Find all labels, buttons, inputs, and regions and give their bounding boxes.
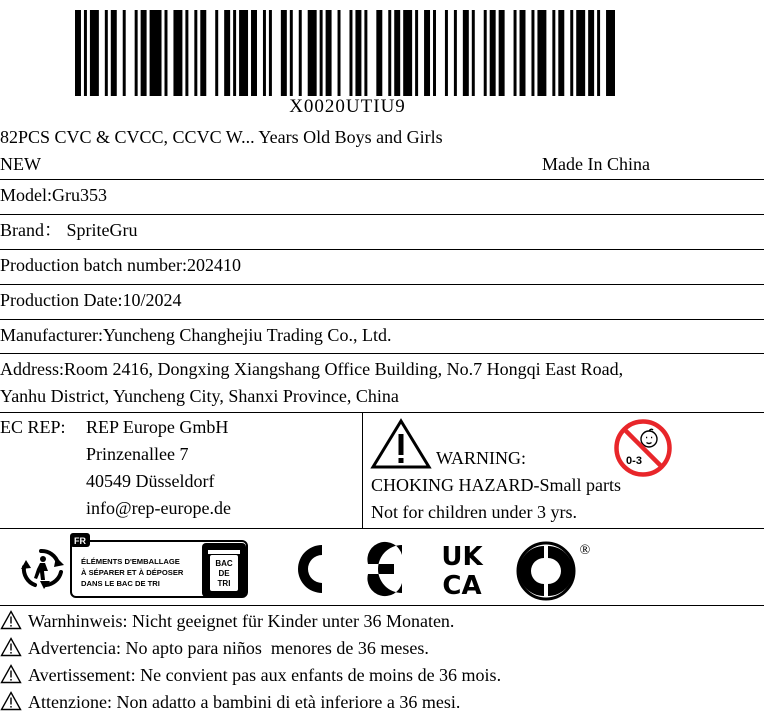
green-dot-icon (515, 538, 595, 602)
barcode-bar (141, 10, 147, 96)
barcode-bar (558, 10, 564, 96)
barcode-bar (299, 10, 302, 96)
barcode-bar (472, 10, 475, 96)
warning-line-2: Not for children under 3 yrs. (371, 502, 577, 522)
barcode-bar (552, 10, 555, 96)
barcode-bar (194, 10, 197, 96)
barcode-bar (263, 10, 266, 96)
warning-it: Attenzione: Non adatto a bambini di età inferiore a 36 mesi. (0, 690, 460, 714)
barcode-bar (320, 10, 323, 96)
barcode-bar (239, 10, 248, 96)
warning-fr: Avertissement: Ne convient pas aux enfants de moins de 36 mois. (0, 663, 501, 687)
barcode-bar (200, 10, 206, 96)
barcode-bar (588, 10, 594, 96)
warning-title: WARNING: (436, 448, 526, 468)
barcode-bar (597, 10, 600, 96)
barcode-bar (224, 10, 230, 96)
barcode-bar (499, 10, 505, 96)
barcode-bar (606, 10, 615, 96)
barcode-bar (514, 10, 517, 96)
divider (0, 284, 764, 285)
barcode-bar (338, 10, 341, 96)
barcode-bar (355, 10, 361, 96)
barcode-bar (490, 10, 496, 96)
divider (362, 412, 363, 528)
sorting-bin-icon (202, 543, 246, 597)
caution-icon (0, 610, 22, 630)
barcode-bar (576, 10, 585, 96)
warning-triangle-icon (370, 418, 432, 470)
barcode-bar (424, 10, 430, 96)
product-title: 82PCS CVC & CVCC, CCVC W... Years Old Boys and Girls (0, 127, 443, 147)
barcode-bar (349, 10, 352, 96)
triman-info-panel (70, 533, 250, 599)
barcode-bar (165, 10, 168, 96)
address-line-2: Yanhu District, Yuncheng City, Shanxi Province, China (0, 386, 399, 406)
barcode-bar (84, 10, 87, 96)
brand-field: Brand： SpriteGru (0, 220, 138, 240)
divider (0, 179, 764, 180)
triman-icon (18, 545, 68, 591)
ce-mark-icon (270, 541, 410, 597)
registered-mark: ® (579, 543, 591, 558)
barcode-bar (403, 10, 412, 96)
age-symbol-text: 0-3 (626, 455, 642, 467)
barcode-bar (75, 10, 81, 96)
divider (0, 214, 764, 215)
barcode-bar (251, 10, 257, 96)
barcode-bar (308, 10, 317, 96)
barcode-bar (215, 10, 218, 96)
divider (0, 605, 764, 606)
triman-text-2: À SÉPARER ET À DÉPOSER (81, 568, 184, 577)
warning-de: Warnhinweis: Nicht geeignet für Kinder unter 36 Monaten. (0, 609, 454, 633)
batch-field: Production batch number:202410 (0, 255, 241, 275)
warning-line-1: CHOKING HAZARD-Small parts (371, 475, 621, 495)
barcode-bar (394, 10, 400, 96)
model-field: Model:Gru353 (0, 185, 107, 205)
bin-text-1: BAC (215, 559, 233, 568)
origin-label: Made In China (542, 154, 650, 174)
barcode-bar (376, 10, 382, 96)
barcode-bar (520, 10, 526, 96)
ukca-bottom-text: CA (442, 571, 482, 597)
barcode-bar (445, 10, 448, 96)
ukca-mark-icon (432, 541, 492, 597)
triman-country-code: FR (74, 536, 86, 546)
triman-text-3: DANS LE BAC DE TRI (81, 579, 160, 588)
ec-rep-email: info@rep-europe.de (86, 498, 232, 518)
divider (0, 249, 764, 250)
barcode-bar (105, 10, 108, 96)
triman-text-1: ÉLÉMENTS D'EMBALLAGE (81, 557, 180, 566)
caution-icon (0, 691, 22, 711)
barcode-bar (433, 10, 436, 96)
no-under-3-icon (613, 418, 673, 478)
barcode-bar (150, 10, 162, 96)
barcode-bar (531, 10, 534, 96)
barcode-bar (90, 10, 99, 96)
barcode-bar (233, 10, 236, 96)
ec-rep-label: EC REP: (0, 417, 66, 437)
product-condition: NEW (0, 154, 41, 174)
barcode-bar (281, 10, 287, 96)
ec-rep-name: REP Europe GmbH (86, 417, 229, 437)
production-date-field: Production Date:10/2024 (0, 290, 182, 310)
caution-icon (0, 664, 22, 684)
barcode-bar (173, 10, 182, 96)
ukca-top-text: UK (441, 542, 483, 572)
divider (0, 319, 764, 320)
barcode-bar (123, 10, 126, 96)
barcode-bar (537, 10, 546, 96)
warning-es: Advertencia: No apto para niños menores de 36 meses. (0, 636, 429, 660)
barcode (75, 10, 615, 96)
address-line-1: Address:Room 2416, Dongxing Xiangshang Office Building, No.7 Hongqi East Road, (0, 359, 624, 379)
manufacturer-field: Manufacturer:Yuncheng Changhejiu Trading Co., Ltd. (0, 325, 392, 345)
barcode-bar (364, 10, 367, 96)
barcode-bar (388, 10, 391, 96)
bin-text-3: TRI (217, 579, 231, 588)
divider (0, 353, 764, 354)
barcode-number: X0020UTIU9 (289, 96, 406, 117)
barcode-bar (463, 10, 469, 96)
barcode-bar (111, 10, 117, 96)
barcode-bar (484, 10, 487, 96)
barcode-bar (185, 10, 188, 96)
barcode-bar (135, 10, 138, 96)
divider (0, 528, 764, 529)
barcode-bar (454, 10, 457, 96)
barcode-bar (570, 10, 573, 96)
barcode-bar (326, 10, 332, 96)
bin-text-2: DE (218, 569, 230, 578)
divider (0, 412, 764, 413)
ec-rep-street: Prinzenallee 7 (86, 444, 189, 464)
barcode-bar (415, 10, 418, 96)
barcode-bar (269, 10, 272, 96)
caution-icon (0, 637, 22, 657)
ec-rep-city: 40549 Düsseldorf (86, 471, 215, 491)
barcode-bar (290, 10, 293, 96)
